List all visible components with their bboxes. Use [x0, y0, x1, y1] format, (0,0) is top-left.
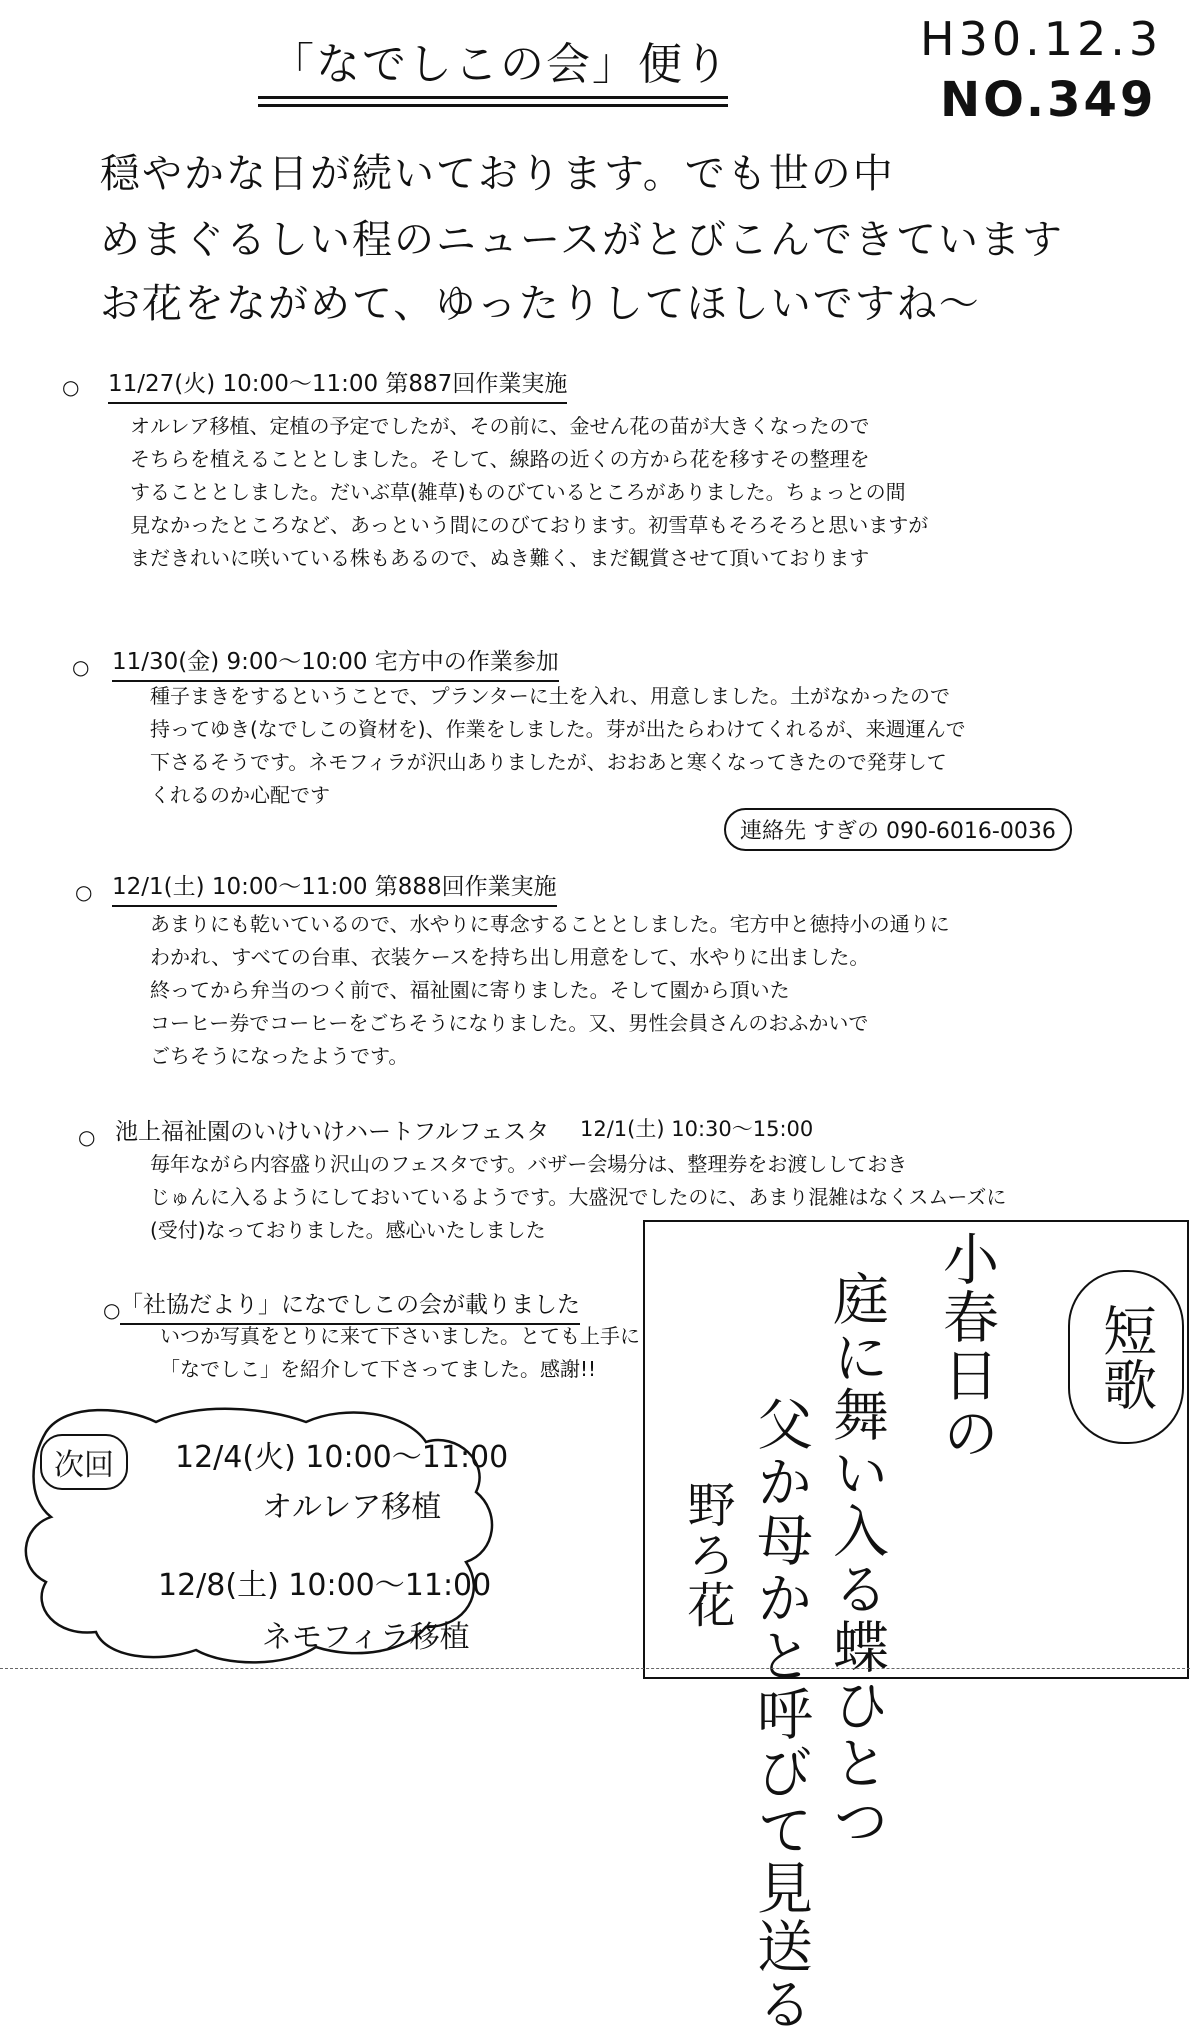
bullet-mark: ○ — [72, 655, 90, 679]
title-underline-double — [258, 104, 728, 107]
next-session-date: 12/4(火) 10:00～11:00 — [175, 1440, 509, 1475]
body-line: 終ってから弁当のつく前で、福祉園に寄りました。そして園から頂いた — [150, 978, 790, 1002]
next-session-task: ネモフィラ移植 — [262, 1620, 470, 1655]
next-session-label: 次回 — [40, 1434, 128, 1490]
title-underline — [258, 96, 728, 99]
next-session-task: オルレア移植 — [262, 1490, 442, 1525]
bullet-mark: ○ — [75, 880, 93, 904]
bullet-mark: ○ — [103, 1298, 121, 1322]
tanka-label: 短歌 — [1068, 1270, 1184, 1444]
bullet-mark: ○ — [62, 375, 80, 399]
body-line: 種子まきをするということで、プランターに土を入れ、用意しました。土がなかったので — [150, 684, 950, 708]
intro-line: 穏やかな日が続いております。でも世の中 — [100, 151, 895, 197]
body-line: くれるのか心配です — [150, 783, 330, 807]
contact-phone: 連絡先 すぎの 090-6016-0036 — [724, 808, 1072, 851]
tanka-author: 野ろ花 — [679, 1480, 735, 1630]
body-line: わかれ、すべての台車、衣装ケースを持ち出し用意をして、水やりに出ました。 — [150, 945, 870, 969]
body-line: 下さるそうです。ネモフィラが沢山ありましたが、おおあと寒くなってきたので発芽して — [150, 750, 947, 774]
tanka-line: 父か母かと呼びて見送る — [748, 1395, 813, 2033]
intro-line: お花をながめて、ゆったりしてほしいですね～ — [100, 281, 981, 327]
intro-line: めまぐるしい程のニュースがとびこんできています — [100, 217, 1064, 263]
body-line: コーヒー券でコーヒーをごちそうになりました。又、男性会員さんのおふかいで — [150, 1011, 869, 1035]
section-heading: 12/1(土) 10:00～11:00 第888回作業実施 — [112, 868, 557, 907]
issue-date: H30.12.3 — [920, 12, 1163, 66]
body-line: 持ってゆき(なでしこの資材を)、作業をしました。芽が出たらわけてくれるが、来週運んで — [150, 717, 966, 741]
section-body — [130, 410, 1130, 575]
body-line: (受付)なっておりました。感心いたしました — [150, 1218, 546, 1242]
section-body — [160, 1320, 640, 1386]
event-time: 12/1(土) 10:30～15:00 — [580, 1117, 814, 1141]
body-line: そちらを植えることとしました。そして、線路の近くの方から花を移すその整理を — [130, 447, 870, 471]
body-line: いつか写真をとりに来て下さいました。とても上手に — [160, 1324, 640, 1348]
page-bottom-rule — [0, 1668, 1190, 1669]
section-heading: 11/30(金) 9:00～10:00 宅方中の作業参加 — [112, 643, 559, 682]
newsletter-title: 「なでしこの会」便り — [270, 39, 730, 90]
section-heading: 池上福祉園のいけいけハートフルフェスタ — [115, 1119, 550, 1145]
section-heading: 11/27(火) 10:00～11:00 第887回作業実施 — [108, 365, 567, 404]
body-line: ごちそうになったようです。 — [150, 1044, 409, 1068]
section-heading: 「社協だより」になでしこの会が載りました — [120, 1286, 580, 1325]
issue-number: NO.349 — [940, 72, 1157, 128]
tanka-line: 庭に舞い入る蝶ひとつ — [824, 1270, 889, 1850]
body-line: じゅんに入るようにしておいているようです。大盛況でしたのに、あまり混雑はなくスムーズに — [150, 1185, 1007, 1209]
tanka-line: 小春日の — [934, 1230, 999, 1462]
section-body — [150, 680, 1070, 812]
body-line: 見なかったところなど、あっという間にのびております。初雪草もそろそろと思いますが — [130, 513, 929, 537]
bullet-mark: ○ — [78, 1125, 96, 1149]
body-line: あまりにも乾いているので、水やりに専念することとしました。宅方中と徳持小の通りに — [150, 912, 950, 936]
body-line: まだきれいに咲いている株もあるので、ぬき難く、まだ観賞させて頂いております — [130, 546, 870, 570]
next-session-date: 12/8(土) 10:00～11:00 — [158, 1568, 492, 1603]
body-line: することとしました。だいぶ草(雑草)ものびているところがありました。ちょっとの間 — [130, 480, 906, 504]
body-line: 毎年ながら内容盛り沢山のフェスタです。バザー会場分は、整理券をお渡ししておき — [150, 1152, 908, 1176]
body-line: オルレア移植、定植の予定でしたが、その前に、金せん花の苗が大きくなったので — [130, 414, 870, 438]
section-body — [150, 908, 1080, 1073]
body-line: 「なでしこ」を紹介して下さってました。感謝!! — [160, 1357, 597, 1381]
